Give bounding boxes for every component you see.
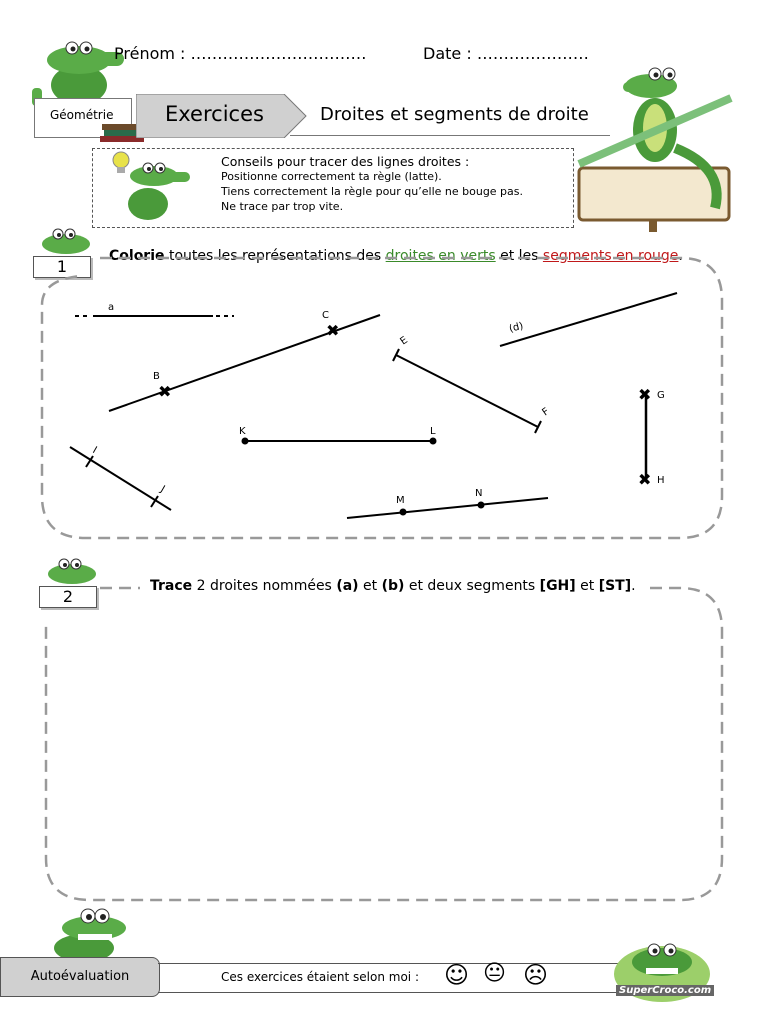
- smiley-neutral-icon[interactable]: 😐: [483, 961, 506, 986]
- exercise-1-green-text: droites en verts: [385, 248, 496, 264]
- exercise-2-text-a: 2 droites nommées: [192, 578, 337, 594]
- page-title: Droites et segments de droite: [320, 104, 589, 125]
- exercise-2-text-c: et deux segments: [404, 578, 540, 594]
- exercise-2-verb: Trace: [150, 578, 193, 594]
- cross-g: ✖: [638, 385, 652, 404]
- label-j: J: [158, 484, 167, 496]
- cross-c: ✖: [326, 321, 340, 340]
- label-i: I: [90, 445, 99, 457]
- exercise-1-text-b: et les: [495, 248, 543, 264]
- exercise-1-verb: Colorie: [109, 248, 165, 264]
- logo-text: SuperCroco.com: [616, 985, 714, 996]
- banner-type: Exercices: [165, 102, 264, 126]
- exercise-2-segment-gh: [GH]: [539, 578, 576, 594]
- autoevaluation-button[interactable]: [0, 957, 160, 997]
- smiley-sad-icon[interactable]: ☹: [523, 961, 549, 989]
- prenom-label: Prénom :: [114, 44, 186, 63]
- tips-title: Conseils pour tracer des lignes droites :: [221, 154, 470, 169]
- label-k: K: [239, 426, 246, 437]
- exercise-1-red-text: segments en rouge: [542, 248, 679, 264]
- exercise-2-text-d: et: [575, 578, 599, 594]
- label-h: H: [657, 475, 665, 486]
- label-f: F: [540, 406, 552, 419]
- label-a: a: [108, 302, 115, 313]
- tips-line-3: Ne trace par trop vite.: [221, 200, 344, 213]
- exercise-2-number: 2: [39, 586, 97, 608]
- exercise-2-line-b: (b): [381, 578, 405, 594]
- crocodile-footer-icon: [38, 906, 138, 964]
- exercise-2-segment-st: [ST]: [598, 578, 632, 594]
- date-label: Date :: [423, 44, 472, 63]
- label-m: M: [396, 495, 405, 506]
- label-g: G: [657, 390, 665, 401]
- label-b: B: [153, 371, 160, 382]
- subject-label: Géométrie: [50, 108, 114, 122]
- cross-b: ✖: [158, 382, 172, 401]
- label-e: E: [398, 334, 410, 348]
- label-l: L: [430, 426, 436, 437]
- label-c: C: [322, 310, 329, 321]
- autoevaluation-label: Autoévaluation: [30, 969, 130, 984]
- exercise-2-text-e: .: [631, 578, 636, 594]
- smiley-happy-icon[interactable]: ☺: [444, 961, 470, 989]
- prenom-field[interactable]: ……………………………: [190, 44, 367, 63]
- exercise-1-number: 1: [33, 256, 91, 278]
- tips-line-2: Tiens correctement la règle pour qu’elle ne bouge pas.: [221, 185, 524, 198]
- exercise-1-text-c: .: [678, 248, 683, 264]
- exercise-2-text-b: et: [358, 578, 382, 594]
- label-d: (d): [508, 320, 525, 335]
- exercise-2-line-a: (a): [336, 578, 359, 594]
- tips-line-1: Positionne correctement ta règle (latte).: [221, 170, 442, 183]
- label-n: N: [475, 488, 483, 499]
- date-field[interactable]: …………………: [476, 44, 589, 63]
- cross-h: ✖: [638, 470, 652, 489]
- exercise-1-text-a: toutes les représentations des: [164, 248, 386, 264]
- footer-text: Ces exercices étaient selon moi :: [221, 970, 419, 984]
